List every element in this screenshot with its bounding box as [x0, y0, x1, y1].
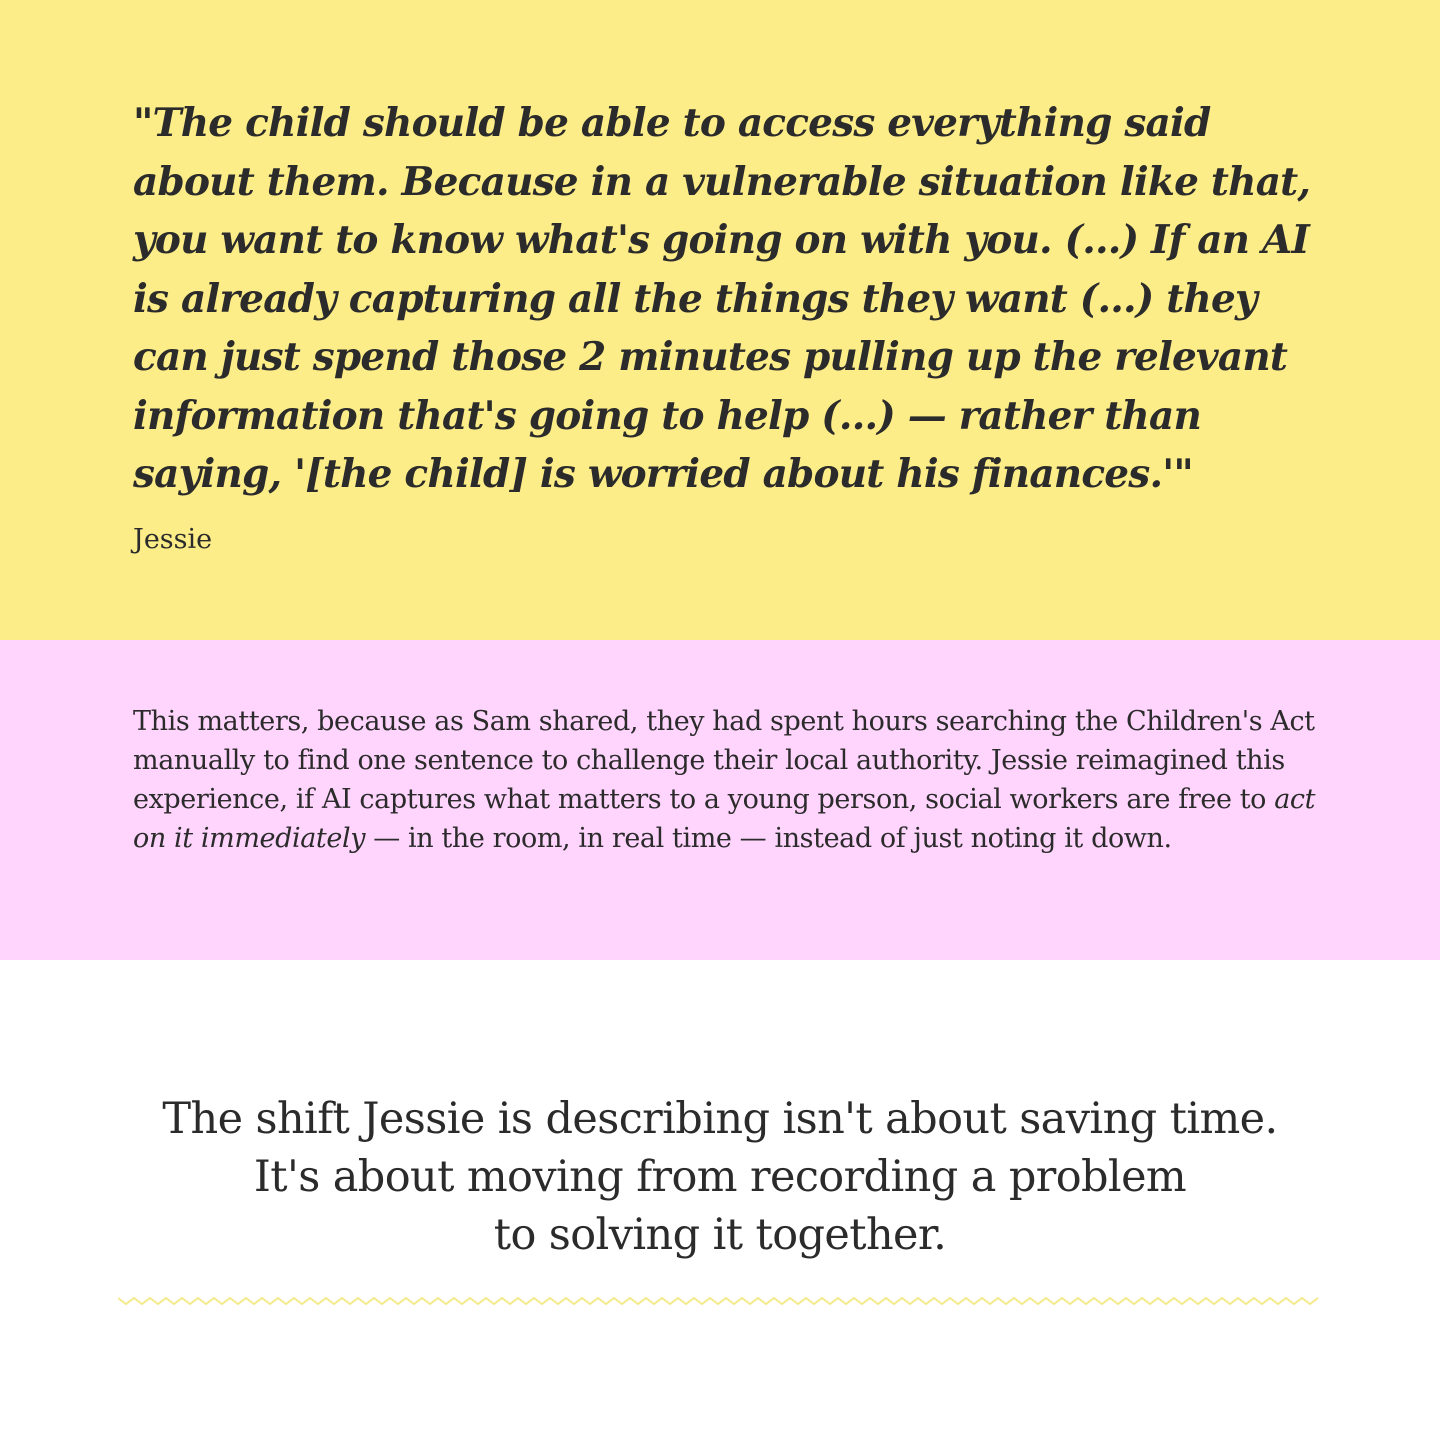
closing-line-3: to solving it together. — [493, 1210, 947, 1260]
body-paragraph — [133, 702, 1323, 858]
body-emphasis: act on it immediately — [133, 784, 1316, 854]
closing-statement — [100, 1090, 1340, 1264]
quote-author: Jessie — [133, 524, 213, 555]
zigzag-divider — [118, 1295, 1322, 1307]
quote-text: "The child should be able to access everything said about them. Because in a vulnerable situation like that, you want to know what's going on with you. (...) If an AI is already capturing all the things they want (...) they can just spend those 2 minutes pulling up the relevant information that's going to help (...) — rather than saying, '[the child] is worried about his finances.'" — [133, 100, 1311, 497]
body-text-before: This matters, because as Sam shared, they had spent hours searching the Children's Act manually to find one sentence to challenge their local authority. Jessie reimagined this experience, if AI captures what matters to a young person, social workers are free to — [133, 706, 1315, 815]
closing-line-2: It's about moving from recording a problem — [253, 1152, 1187, 1202]
closing-section — [0, 960, 1440, 1440]
closing-line-1: The shift Jessie is describing isn't about saving time. — [162, 1094, 1278, 1144]
quote-section — [0, 0, 1440, 640]
body-text-after: — in the room, in real time — instead of just noting it down. — [365, 823, 1172, 854]
body-section — [0, 640, 1440, 960]
